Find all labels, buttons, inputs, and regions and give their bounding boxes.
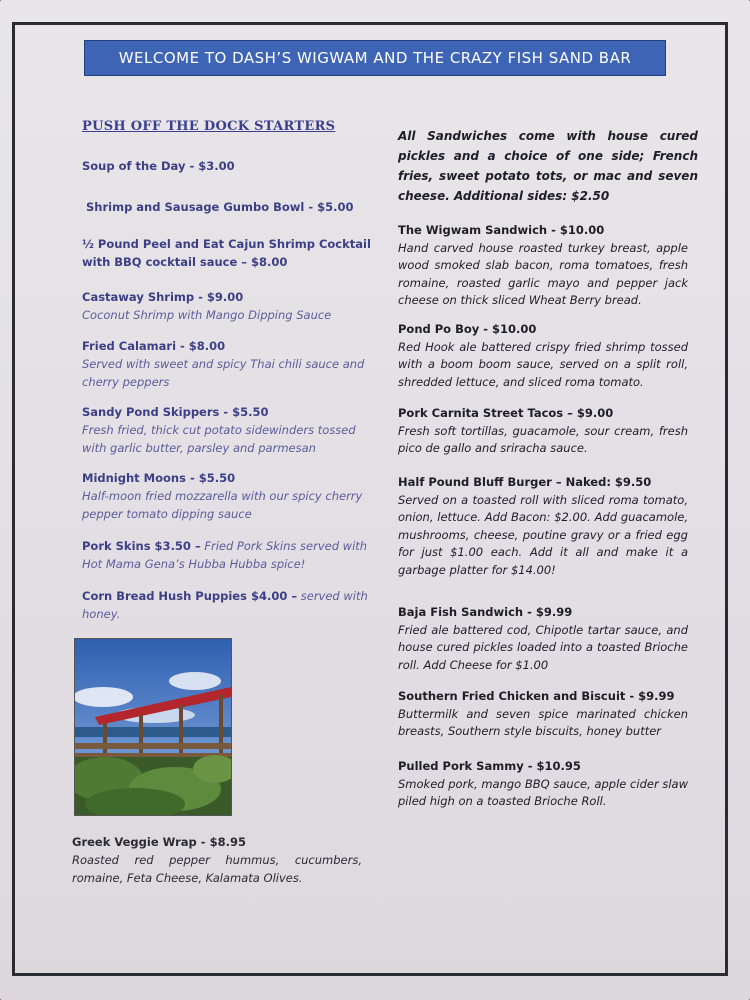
item-description: Served on a toasted roll with sliced roma tomato, onion, lettuce. Add Bacon: $2.00. Add guacamole, mushrooms, cheese, poutine gravy or a fried egg for just $1.00 each. Add it all and make it a garbage platter for $14.00!	[398, 492, 688, 577]
item-description: Half-moon fried mozzarella with our spicy cherry pepper tomato dipping sauce	[82, 489, 363, 521]
menu-item	[398, 758, 688, 811]
item-name: Pond Po Boy - $10.00	[398, 322, 537, 336]
menu-item	[398, 405, 688, 458]
deck-photo-illustration	[75, 639, 231, 815]
item-description: Hand carved house roasted turkey breast, apple wood smoked slab bacon, roma tomatoes, fresh romaine, roasted garlic mayo and pepper jack cheese on thick sliced Wheat Berry bread.	[398, 240, 688, 307]
menu-item	[82, 587, 372, 623]
menu-item	[398, 321, 688, 391]
item-name: Fried Calamari - $8.00	[82, 339, 226, 353]
item-description: Coconut Shrimp with Mango Dipping Sauce	[82, 308, 332, 322]
item-description: Smoked pork, mango BBQ sauce, apple cider slaw piled high on a toasted Brioche Roll.	[398, 776, 688, 808]
menu-item	[82, 288, 372, 324]
menu-item	[82, 157, 372, 175]
item-name: Pork Skins $3.50 –	[82, 539, 201, 553]
item-name: Midnight Moons - $5.50	[82, 471, 236, 485]
item-name: Castaway Shrimp - $9.00	[82, 290, 244, 304]
starters-heading: PUSH OFF THE DOCK STARTERS	[82, 119, 336, 134]
menu-item	[82, 469, 372, 523]
item-name: Half Pound Bluff Burger – Naked: $9.50	[398, 475, 652, 489]
sandwich-intro: All Sandwiches come with house cured pickles and a choice of one side; French fries, sweet potato tots, or mac and seven cheese. Additional sides: $2.50	[398, 129, 698, 203]
menu-item	[398, 222, 688, 310]
item-description: served with honey.	[82, 589, 368, 621]
item-name: Pulled Pork Sammy - $10.95	[398, 759, 581, 773]
deck-photo	[74, 638, 232, 816]
item-name: The Wigwam Sandwich - $10.00	[398, 223, 605, 237]
item-description: Roasted red pepper hummus, cucumbers, romaine, Feta Cheese, Kalamata Olives.	[72, 853, 362, 885]
item-name: Shrimp and Sausage Gumbo Bowl - $5.00	[86, 200, 354, 214]
item-name: Southern Fried Chicken and Biscuit - $9.99	[398, 689, 675, 703]
item-description: Red Hook ale battered crispy fried shrimp tossed with a boom boom sauce, served on a split roll, shredded lettuce, and sliced roma tomato.	[398, 339, 688, 389]
menu-item	[82, 537, 372, 573]
menu-item	[398, 474, 688, 579]
item-name: Pork Carnita Street Tacos – $9.00	[398, 406, 614, 420]
menu-item	[82, 235, 372, 271]
item-description: Fresh soft tortillas, guacamole, sour cream, fresh pico de gallo and sriracha sauce.	[398, 423, 688, 455]
menu-item	[82, 337, 372, 391]
item-name: Baja Fish Sandwich - $9.99	[398, 605, 573, 619]
menu-item	[398, 604, 688, 674]
menu-item	[82, 403, 372, 457]
menu-item-greek-wrap	[72, 833, 362, 887]
menu-item	[398, 688, 688, 741]
item-name: Greek Veggie Wrap - $8.95	[72, 835, 246, 849]
menu-item	[86, 198, 376, 216]
item-name: Sandy Pond Skippers - $5.50	[82, 405, 269, 419]
item-name: Soup of the Day - $3.00	[82, 159, 235, 173]
item-description: Fresh fried, thick cut potato sidewinders tossed with garlic butter, parsley and parmesan	[82, 423, 356, 455]
item-description: Served with sweet and spicy Thai chili sauce and cherry peppers	[82, 357, 365, 389]
item-name: Corn Bread Hush Puppies $4.00 –	[82, 589, 298, 603]
item-description: Buttermilk and seven spice marinated chicken breasts, Southern style biscuits, honey butter	[398, 706, 688, 738]
item-description: Fried ale battered cod, Chipotle tartar sauce, and house cured pickles loaded into a toasted Brioche roll. Add Cheese for $1.00	[398, 622, 688, 672]
item-description: Fried Pork Skins served with Hot Mama Gena’s Hubba Hubba spice!	[82, 539, 368, 571]
item-name: ½ Pound Peel and Eat Cajun Shrimp Cocktail with BBQ cocktail sauce – $8.00	[82, 237, 371, 269]
welcome-banner: WELCOME TO DASH’S WIGWAM AND THE CRAZY FISH SAND BAR	[84, 40, 666, 76]
